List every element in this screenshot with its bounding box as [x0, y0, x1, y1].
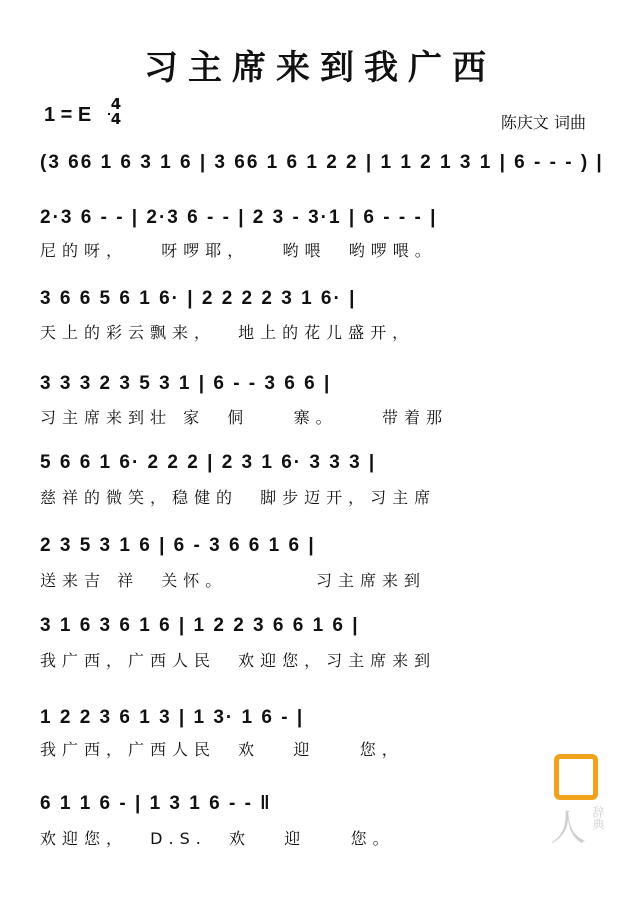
- watermark-side-text: 辞典: [591, 806, 605, 830]
- lyrics-row-6: 送来吉 祥 关怀。 习主席来到: [40, 571, 426, 590]
- lyrics-row-8: 我广西，广西人民 欢 迎 您，: [40, 740, 404, 759]
- watermark-logo-icon: [554, 754, 598, 800]
- time-signature-bottom: 4: [110, 110, 122, 128]
- notation-row-6: 2 3 5 3 1 6 | 6 - 3 6 6 1 6 |: [40, 535, 316, 556]
- notation-row-9: 6 1 1 6 - | 1 3 1 6 - - ‖: [40, 793, 272, 814]
- time-signature: [108, 97, 124, 127]
- notation-row-8: 1 2 2 3 6 1 3 | 1 3· 1 6 - |: [40, 707, 305, 728]
- watermark-logo: [544, 748, 604, 848]
- lyrics-row-3: 天上的彩云飘来， 地上的花儿盛开，: [40, 323, 415, 342]
- notation-row-1: (3 66 1 6 3 1 6 | 3 66 1 6 1 2 2 | 1 1 2 1 3 1 | 6 - - - ) |: [40, 152, 604, 173]
- notation-row-5: 5 6 6 1 6· 2 2 2 | 2 3 1 6· 3 3 3 |: [40, 452, 377, 473]
- notation-row-7: 3 1 6 3 6 1 6 | 1 2 2 3 6 6 1 6 |: [40, 615, 360, 636]
- time-signature-top: 4: [110, 95, 122, 113]
- score-title: 习主席来到我广西: [144, 48, 496, 88]
- lyrics-row-7: 我广西，广西人民 欢迎您，习主席来到: [40, 651, 437, 670]
- lyrics-row-2: 尼的呀， 呀啰耶， 哟喂 哟啰喂。: [40, 241, 437, 260]
- lyrics-row-5: 慈祥的微笑，稳健的 脚步迈开，习主席: [40, 488, 437, 507]
- time-signature-line: [108, 113, 110, 115]
- notation-row-2: 2·3 6 - - | 2·3 6 - - | 2 3 - 3·1 | 6 - - - |: [40, 207, 438, 228]
- watermark-char: 人: [550, 808, 587, 849]
- notation-row-3: 3 6 6 5 6 1 6· | 2 2 2 2 3 1 6· |: [40, 288, 357, 309]
- notation-row-4: 3 3 3 2 3 5 3 1 | 6 - - 3 6 6 |: [40, 373, 332, 394]
- lyrics-row-9: 欢迎您， D.S. 欢 迎 您。: [40, 829, 395, 848]
- lyrics-row-4: 习主席来到壮 家 侗 寨。 带着那: [40, 408, 448, 427]
- key-signature: 1 = E: [44, 104, 92, 126]
- author-credit: 陈庆文 词曲: [500, 113, 586, 132]
